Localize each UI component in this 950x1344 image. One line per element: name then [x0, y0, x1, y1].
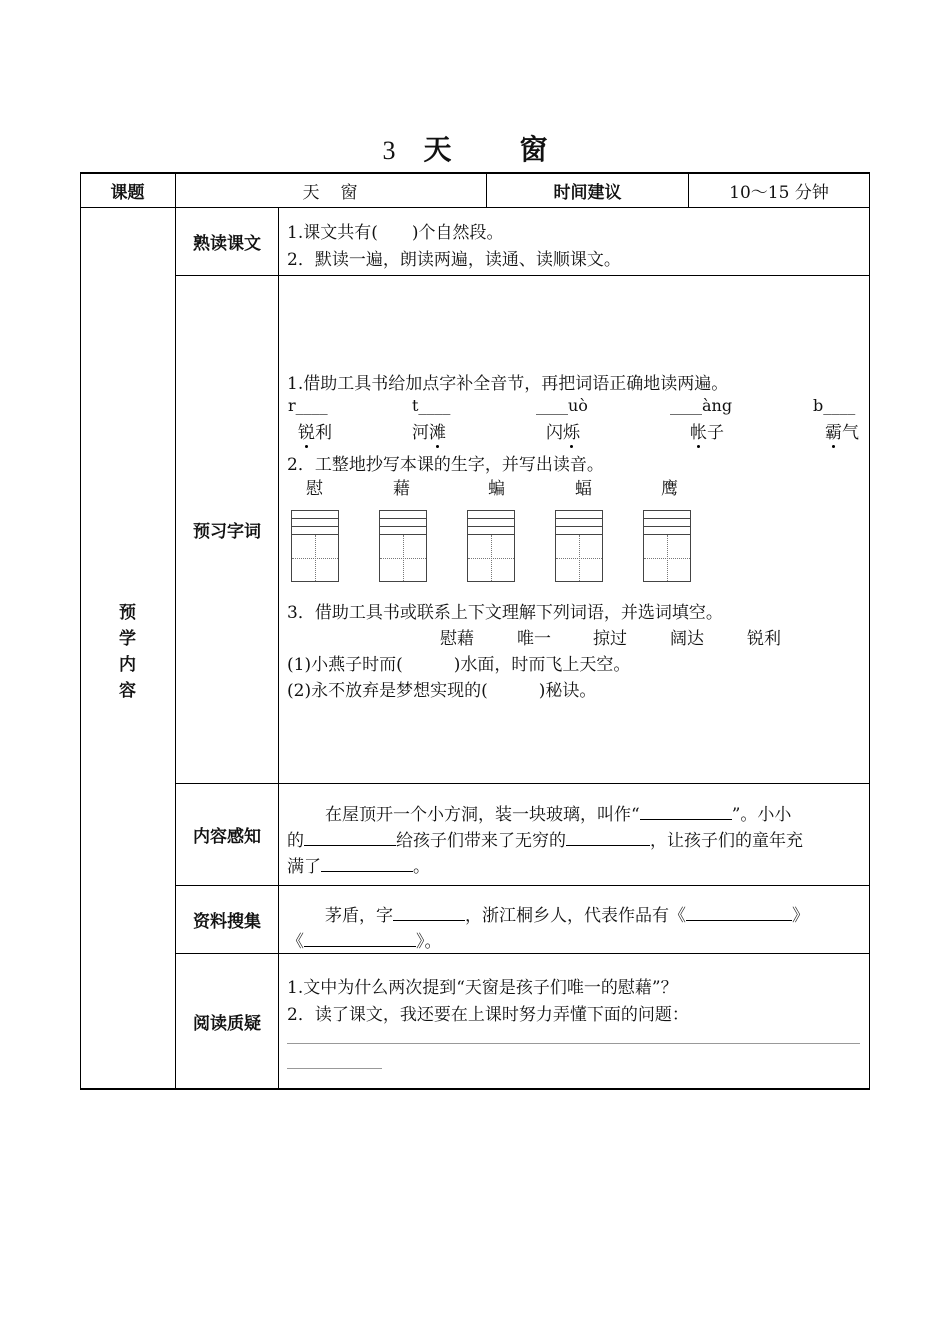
writing-grid[interactable]: [555, 510, 603, 582]
word-rest: 利: [315, 423, 332, 443]
pinyin-blank[interactable]: ____uò: [536, 396, 588, 415]
research-line-1: [325, 901, 809, 926]
row-label-questions: 阅读质疑: [193, 1013, 261, 1034]
section-char: 容: [119, 681, 136, 701]
word-choice: 掠过: [593, 629, 627, 649]
fill-blank-1[interactable]: (1)小燕子时而( )水面，时而飞上天空。: [287, 655, 631, 675]
topic-label: 课题: [110, 182, 145, 203]
answer-blank[interactable]: [566, 831, 650, 846]
answer-blank[interactable]: [686, 906, 792, 921]
writing-grid[interactable]: [291, 510, 339, 582]
page-title: [0, 128, 950, 168]
text: 》。: [416, 932, 442, 952]
text: 茅盾，字: [325, 906, 393, 926]
vocab-word: [825, 418, 859, 443]
content-line-1: [325, 800, 791, 825]
word-choice: 唯一: [517, 629, 551, 649]
word-choice: 阔达: [670, 629, 704, 649]
new-char: 藉: [393, 479, 410, 499]
dotted-char: 帐: [690, 418, 707, 443]
text: 的: [287, 831, 304, 851]
writing-grid[interactable]: [467, 510, 515, 582]
vocab-word: [690, 418, 724, 443]
section-char: 学: [119, 629, 136, 649]
research-line-2: [287, 927, 442, 952]
word-pre: 河: [412, 423, 429, 443]
dotted-char: 滩: [429, 418, 446, 443]
time-value: 10～15 分钟: [729, 182, 829, 203]
writing-grid[interactable]: [643, 510, 691, 582]
time-label: 时间建议: [553, 182, 622, 203]
reading-task-2: 2．默读一遍，朗读两遍，读通、读顺课文。: [287, 250, 621, 270]
text: 》: [792, 906, 809, 926]
vocab-question-1: 1.借助工具书给加点字补全音节，再把词语正确地读两遍。: [287, 374, 729, 394]
writing-grid[interactable]: [379, 510, 427, 582]
answer-blank[interactable]: [321, 857, 413, 872]
section-char: 预: [119, 603, 136, 623]
text: ，让孩子们的童年充: [650, 831, 803, 851]
dotted-char: 锐: [298, 418, 315, 443]
row-label-content: 内容感知: [193, 827, 261, 847]
pinyin-blank[interactable]: ____àng: [670, 396, 733, 415]
dotted-char: 烁: [563, 418, 580, 443]
answer-blank[interactable]: [640, 805, 732, 820]
answer-blank[interactable]: [393, 906, 465, 921]
content-line-3: [287, 852, 430, 877]
text: ，浙江桐乡人，代表作品有《: [465, 906, 686, 926]
dotted-char: 霸: [825, 418, 842, 443]
word-rest: 气: [842, 423, 859, 443]
question-line-1: 1.文中为什么两次提到“天窗是孩子们唯一的慰藉”？: [287, 978, 678, 998]
word-choice: 慰藉: [440, 629, 474, 649]
text: 给孩子们带来了无穷的: [396, 831, 566, 851]
text: 在屋顶开一个小方洞，装一块玻璃，叫作“: [325, 805, 640, 825]
fill-blank-2[interactable]: (2)永不放弃是梦想实现的( )秘诀。: [287, 681, 597, 701]
vocab-question-2: 2．工整地抄写本课的生字，并写出读音。: [287, 455, 604, 475]
new-char: 慰: [306, 479, 323, 499]
vocab-question-3: 3．借助工具书或联系上下文理解下列词语，并选词填空。: [287, 603, 723, 623]
vocab-word: [546, 418, 580, 443]
pinyin-blank[interactable]: r____: [288, 396, 328, 415]
text: ”。小小: [731, 805, 792, 825]
text: 满了: [287, 857, 321, 877]
vocab-word: [298, 418, 332, 443]
vocab-word: [412, 418, 446, 443]
pinyin-blank[interactable]: t____: [412, 396, 451, 415]
new-char: 鹰: [661, 479, 678, 499]
content-line-2: [287, 826, 803, 851]
lesson-number: 3: [382, 136, 398, 165]
reading-task-1: 1.课文共有( )个自然段。: [287, 223, 504, 243]
pinyin-blank[interactable]: b____: [813, 396, 856, 415]
text: 《: [287, 932, 304, 952]
word-pre: 闪: [546, 423, 563, 443]
topic-value: 天 窗: [302, 182, 360, 203]
row-label-reading: 熟读课文: [193, 234, 261, 254]
row-label-vocab: 预习字词: [193, 522, 261, 542]
lesson-title: 天 窗: [423, 133, 568, 166]
answer-blank[interactable]: [304, 831, 396, 846]
question-line-2: 2．读了课文，我还要在上课时努力弄懂下面的问题：: [287, 1005, 689, 1025]
answer-blank[interactable]: [304, 932, 416, 947]
text: 。: [413, 857, 430, 877]
word-choice: 锐利: [747, 629, 781, 649]
new-char: 蝙: [488, 479, 505, 499]
new-char: 蝠: [575, 479, 592, 499]
answer-line[interactable]: [287, 1043, 860, 1044]
section-char: 内: [119, 655, 136, 675]
row-label-research: 资料搜集: [193, 912, 261, 932]
section-label: [80, 600, 175, 704]
answer-line[interactable]: [287, 1068, 382, 1069]
word-rest: 子: [707, 423, 724, 443]
